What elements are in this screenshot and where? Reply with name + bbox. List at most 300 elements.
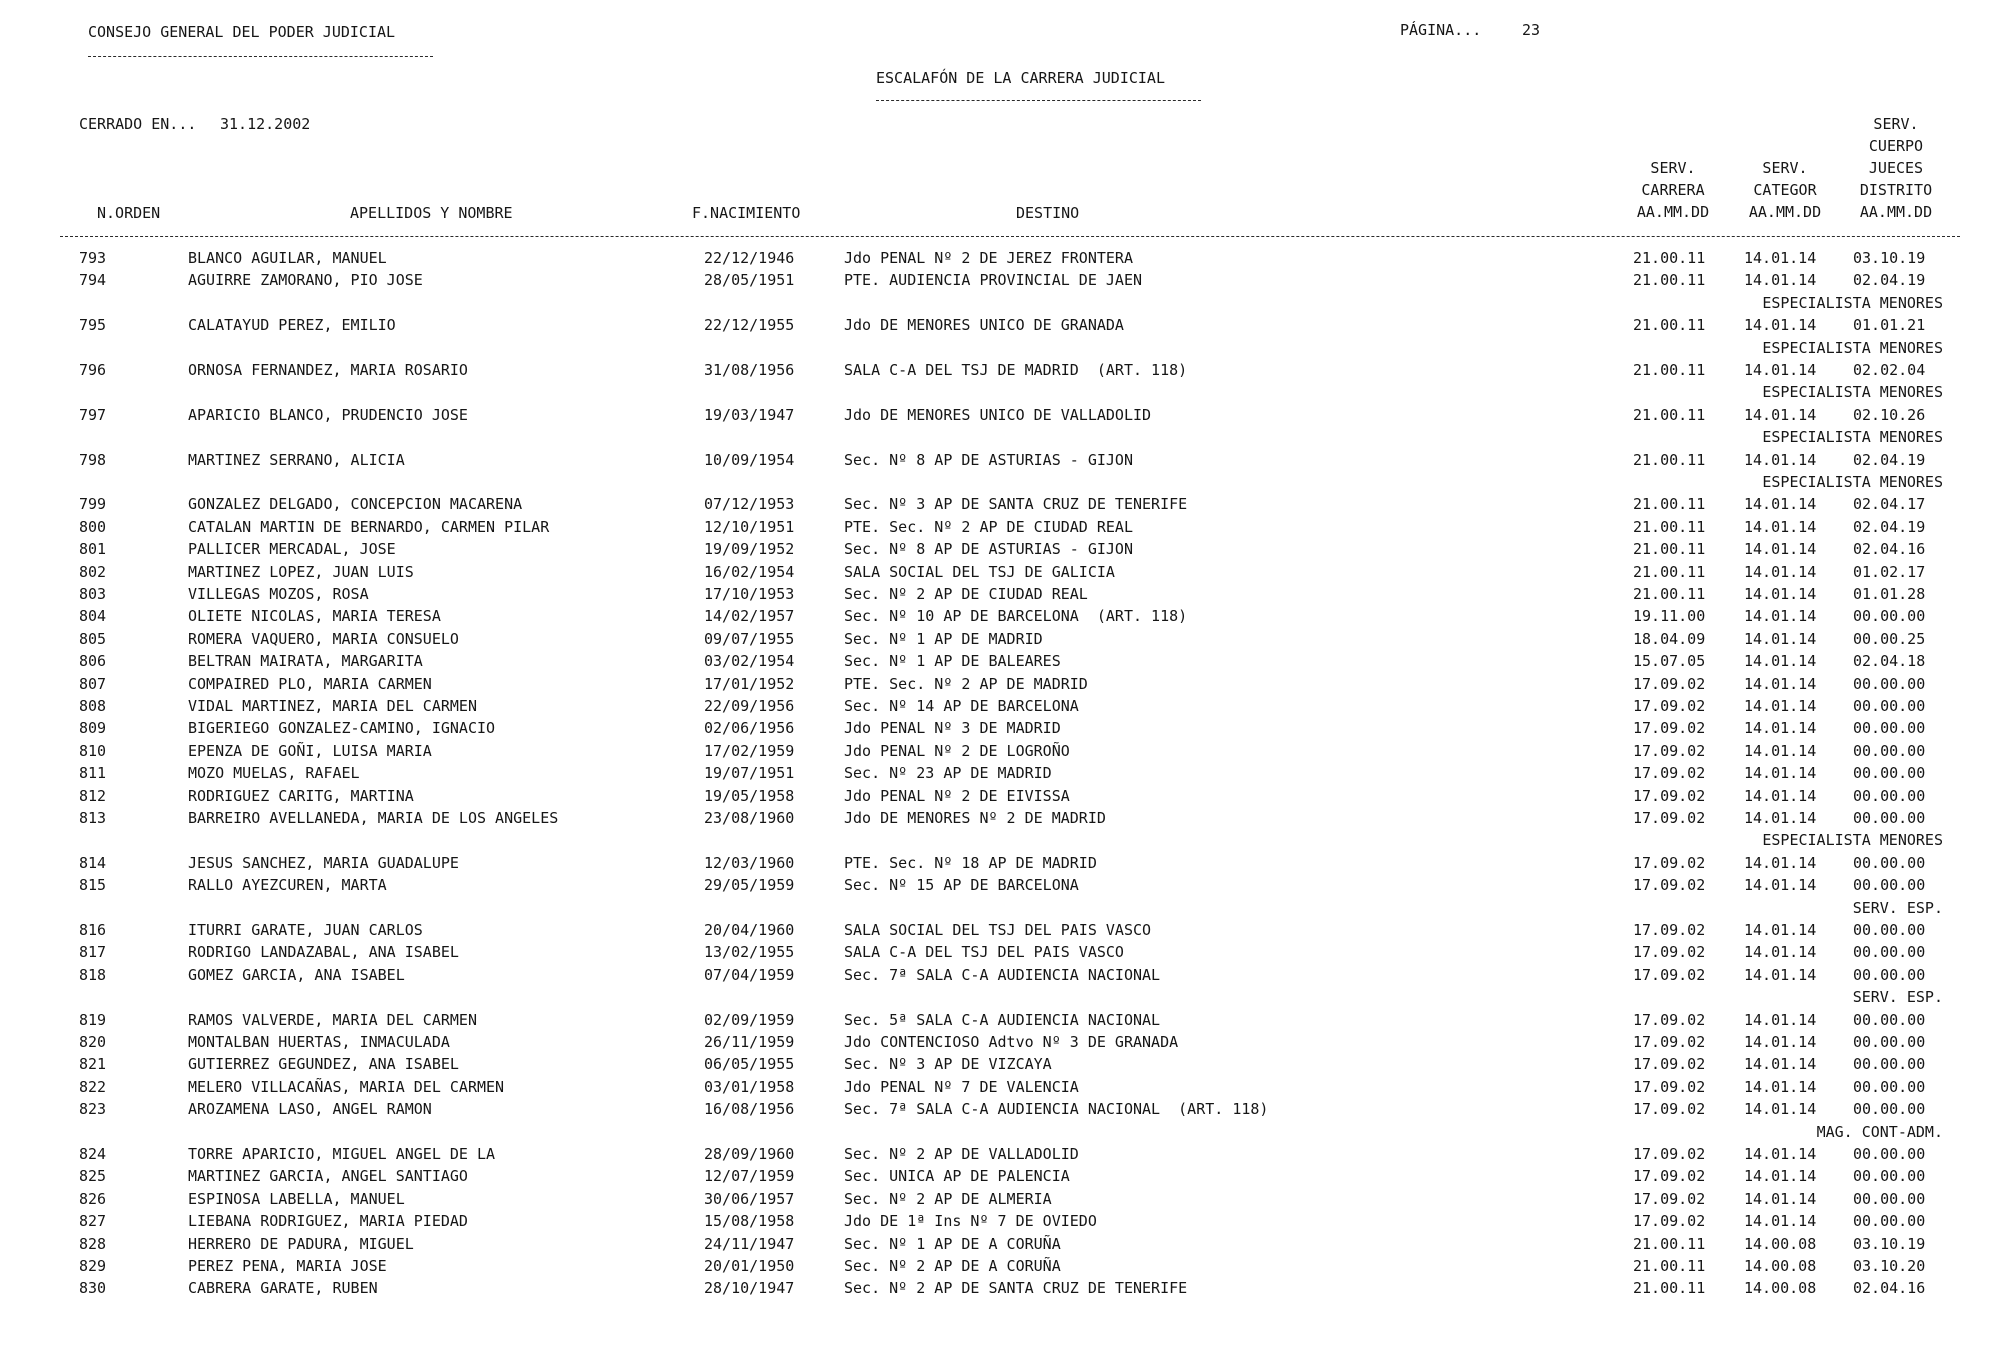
orden-cell: 818 [79, 966, 107, 984]
table-row [0, 583, 2000, 605]
orden-cell: 807 [79, 675, 107, 693]
name-cell: APARICIO BLANCO, PRUDENCIO JOSE [188, 406, 468, 424]
column-header-line: AA.MM.DD [1636, 203, 1710, 221]
name-cell: OLIETE NICOLAS, MARIA TERESA [188, 607, 441, 625]
organization-underline [88, 56, 433, 57]
serv-categor-cell: 14.01.14 [1744, 271, 1817, 289]
table-row [0, 1210, 2000, 1232]
column-header-line: CATEGOR [1753, 181, 1817, 199]
name-cell: LIEBANA RODRIGUEZ, MARIA PIEDAD [188, 1212, 468, 1230]
name-cell: COMPAIRED PLO, MARIA CARMEN [188, 675, 432, 693]
name-cell: CATALAN MARTIN DE BERNARDO, CARMEN PILAR [188, 518, 550, 536]
serv-cuerpo-cell: 00.00.00 [1853, 1033, 1926, 1051]
destino-cell: Sec. 7ª SALA C-A AUDIENCIA NACIONAL (ART. 118) [844, 1100, 1269, 1118]
birthdate-cell: 22/12/1955 [704, 316, 795, 334]
orden-cell: 795 [79, 316, 107, 334]
birthdate-cell: 12/03/1960 [704, 854, 795, 872]
column-header-line: SERV. [1650, 159, 1696, 177]
name-cell: ROMERA VAQUERO, MARIA CONSUELO [188, 630, 459, 648]
destino-cell: Sec. Nº 3 AP DE SANTA CRUZ DE TENERIFE [844, 495, 1188, 513]
serv-cuerpo-cell: 02.04.19 [1853, 271, 1926, 289]
destino-cell: Sec. Nº 14 AP DE BARCELONA [844, 697, 1079, 715]
serv-categor-cell: 14.01.14 [1744, 540, 1817, 558]
page-label: PÁGINA... [1400, 21, 1482, 39]
table-row [0, 1031, 2000, 1053]
serv-carrera-cell: 21.00.11 [1633, 540, 1706, 558]
orden-cell: 800 [79, 518, 107, 536]
serv-cuerpo-cell: 00.00.25 [1853, 630, 1926, 648]
serv-categor-cell: 14.01.14 [1744, 787, 1817, 805]
serv-categor-cell: 14.00.08 [1744, 1257, 1817, 1275]
destino-cell: Sec. Nº 3 AP DE VIZCAYA [844, 1055, 1052, 1073]
serv-categor-cell: 14.01.14 [1744, 921, 1817, 939]
table-row [0, 650, 2000, 672]
serv-carrera-cell: 21.00.11 [1633, 1279, 1706, 1297]
table-row [0, 1009, 2000, 1031]
destino-cell: Sec. 7ª SALA C-A AUDIENCIA NACIONAL [844, 966, 1161, 984]
destino-cell: Jdo DE MENORES UNICO DE VALLADOLID [844, 406, 1152, 424]
birthdate-cell: 19/05/1958 [704, 787, 795, 805]
serv-categor-cell: 14.01.14 [1744, 406, 1817, 424]
serv-carrera-cell: 17.09.02 [1633, 1100, 1706, 1118]
table-row [0, 605, 2000, 627]
serv-carrera-cell: 17.09.02 [1633, 1033, 1706, 1051]
destino-cell: Jdo DE MENORES UNICO DE GRANADA [844, 316, 1124, 334]
destino-cell: SALA C-A DEL TSJ DEL PAIS VASCO [844, 943, 1124, 961]
serv-cuerpo-cell: 00.00.00 [1853, 1055, 1926, 1073]
serv-cuerpo-cell: 02.10.26 [1853, 406, 1926, 424]
table-row [0, 449, 2000, 471]
serv-cuerpo-cell: 01.01.21 [1853, 316, 1926, 334]
destino-cell: PTE. Sec. Nº 2 AP DE CIUDAD REAL [844, 518, 1133, 536]
serv-carrera-cell: 17.09.02 [1633, 876, 1706, 894]
destino-cell: Sec. Nº 1 AP DE MADRID [844, 630, 1043, 648]
serv-carrera-cell: 17.09.02 [1633, 921, 1706, 939]
serv-cuerpo-cell: 02.04.16 [1853, 540, 1926, 558]
name-cell: ESPINOSA LABELLA, MANUEL [188, 1190, 405, 1208]
birthdate-cell: 02/06/1956 [704, 719, 795, 737]
name-cell: VIDAL MARTINEZ, MARIA DEL CARMEN [188, 697, 477, 715]
destino-cell: Sec. Nº 2 AP DE SANTA CRUZ DE TENERIFE [844, 1279, 1188, 1297]
orden-cell: 811 [79, 764, 107, 782]
name-cell: BARREIRO AVELLANEDA, MARIA DE LOS ANGELES [188, 809, 559, 827]
name-cell: MARTINEZ GARCIA, ANGEL SANTIAGO [188, 1167, 468, 1185]
orden-cell: 819 [79, 1011, 107, 1029]
orden-cell: 820 [79, 1033, 107, 1051]
serv-carrera-cell: 17.09.02 [1633, 675, 1706, 693]
name-cell: BLANCO AGUILAR, MANUEL [188, 249, 387, 267]
serv-carrera-cell: 19.11.00 [1633, 607, 1706, 625]
orden-cell: 804 [79, 607, 107, 625]
destino-cell: Sec. Nº 8 AP DE ASTURIAS - GIJON [844, 540, 1133, 558]
name-cell: RODRIGUEZ CARITG, MARTINA [188, 787, 414, 805]
serv-cuerpo-cell: 02.02.04 [1853, 361, 1926, 379]
table-row [0, 919, 2000, 941]
orden-cell: 794 [79, 271, 107, 289]
serv-categor-cell: 14.01.14 [1744, 1167, 1817, 1185]
destino-cell: SALA SOCIAL DEL TSJ DEL PAIS VASCO [844, 921, 1152, 939]
orden-cell: 797 [79, 406, 107, 424]
serv-categor-cell: 14.00.08 [1744, 1279, 1817, 1297]
table-row [0, 1143, 2000, 1165]
serv-cuerpo-cell: 00.00.00 [1853, 1145, 1926, 1163]
birthdate-cell: 30/06/1957 [704, 1190, 795, 1208]
orden-cell: 825 [79, 1167, 107, 1185]
serv-carrera-cell: 21.00.11 [1633, 316, 1706, 334]
serv-carrera-cell: 21.00.11 [1633, 563, 1706, 581]
destino-cell: PTE. Sec. Nº 2 AP DE MADRID [844, 675, 1088, 693]
birthdate-cell: 29/05/1959 [704, 876, 795, 894]
name-cell: HERRERO DE PADURA, MIGUEL [188, 1235, 414, 1253]
serv-categor-cell: 14.01.14 [1744, 316, 1817, 334]
orden-cell: 801 [79, 540, 107, 558]
row-note: ESPECIALISTA MENORES [1762, 294, 1943, 312]
serv-carrera-cell: 17.09.02 [1633, 1190, 1706, 1208]
serv-carrera-cell: 17.09.02 [1633, 719, 1706, 737]
birthdate-cell: 22/09/1956 [704, 697, 795, 715]
serv-cuerpo-cell: 00.00.00 [1853, 607, 1926, 625]
name-cell: ITURRI GARATE, JUAN CARLOS [188, 921, 423, 939]
table-row [0, 1188, 2000, 1210]
name-cell: MARTINEZ SERRANO, ALICIA [188, 451, 405, 469]
table-row [0, 1255, 2000, 1277]
destino-cell: Sec. Nº 2 AP DE A CORUÑA [844, 1257, 1061, 1275]
birthdate-cell: 28/05/1951 [704, 271, 795, 289]
serv-categor-cell: 14.01.14 [1744, 652, 1817, 670]
serv-carrera-cell: 17.09.02 [1633, 1011, 1706, 1029]
serv-carrera-cell: 21.00.11 [1633, 518, 1706, 536]
birthdate-cell: 17/01/1952 [704, 675, 795, 693]
table-row [0, 740, 2000, 762]
destino-cell: Jdo PENAL Nº 7 DE VALENCIA [844, 1078, 1079, 1096]
serv-cuerpo-cell: 00.00.00 [1853, 675, 1926, 693]
serv-carrera-cell: 17.09.02 [1633, 854, 1706, 872]
serv-carrera-cell: 18.04.09 [1633, 630, 1706, 648]
row-note: SERV. ESP. [1852, 988, 1943, 1006]
birthdate-cell: 17/02/1959 [704, 742, 795, 760]
birthdate-cell: 16/08/1956 [704, 1100, 795, 1118]
row-note: ESPECIALISTA MENORES [1762, 339, 1943, 357]
birthdate-cell: 15/08/1958 [704, 1212, 795, 1230]
orden-cell: 813 [79, 809, 107, 827]
serv-carrera-cell: 17.09.02 [1633, 764, 1706, 782]
column-header-line: SERV. [1873, 115, 1919, 133]
destino-cell: Sec. Nº 8 AP DE ASTURIAS - GIJON [844, 451, 1133, 469]
name-cell: EPENZA DE GOÑI, LUISA MARIA [188, 742, 432, 760]
table-row [0, 852, 2000, 874]
name-cell: ORNOSA FERNANDEZ, MARIA ROSARIO [188, 361, 468, 379]
table-row [0, 785, 2000, 807]
birthdate-cell: 28/09/1960 [704, 1145, 795, 1163]
table-row [0, 516, 2000, 538]
serv-cuerpo-cell: 00.00.00 [1853, 787, 1926, 805]
serv-categor-cell: 14.01.14 [1744, 854, 1817, 872]
birthdate-cell: 22/12/1946 [704, 249, 795, 267]
orden-cell: 816 [79, 921, 107, 939]
birthdate-cell: 03/01/1958 [704, 1078, 795, 1096]
table-row [0, 964, 2000, 986]
birthdate-cell: 24/11/1947 [704, 1235, 795, 1253]
serv-carrera-cell: 21.00.11 [1633, 361, 1706, 379]
birthdate-cell: 17/10/1953 [704, 585, 795, 603]
serv-categor-cell: 14.01.14 [1744, 361, 1817, 379]
destino-cell: Jdo PENAL Nº 2 DE LOGROÑO [844, 742, 1070, 760]
column-header-line: CARRERA [1641, 181, 1705, 199]
serv-cuerpo-cell: 02.04.16 [1853, 1279, 1926, 1297]
serv-cuerpo-cell: 01.01.28 [1853, 585, 1926, 603]
serv-carrera-cell: 17.09.02 [1633, 787, 1706, 805]
serv-categor-cell: 14.01.14 [1744, 630, 1817, 648]
table-row [0, 717, 2000, 739]
table-row [0, 269, 2000, 291]
serv-cuerpo-cell: 00.00.00 [1853, 697, 1926, 715]
serv-cuerpo-cell: 02.04.19 [1853, 518, 1926, 536]
name-cell: CABRERA GARATE, RUBEN [188, 1279, 378, 1297]
name-cell: TORRE APARICIO, MIGUEL ANGEL DE LA [188, 1145, 496, 1163]
destino-cell: PTE. Sec. Nº 18 AP DE MADRID [844, 854, 1097, 872]
serv-categor-cell: 14.01.14 [1744, 697, 1817, 715]
table-row [0, 1277, 2000, 1299]
birthdate-cell: 26/11/1959 [704, 1033, 795, 1051]
destino-cell: Sec. Nº 15 AP DE BARCELONA [844, 876, 1079, 894]
orden-cell: 812 [79, 787, 107, 805]
table-row [0, 807, 2000, 829]
name-cell: GONZALEZ DELGADO, CONCEPCION MACARENA [188, 495, 523, 513]
row-note: ESPECIALISTA MENORES [1762, 831, 1943, 849]
serv-cuerpo-cell: 00.00.00 [1853, 1011, 1926, 1029]
serv-carrera-cell: 21.00.11 [1633, 271, 1706, 289]
serv-cuerpo-cell: 00.00.00 [1853, 1212, 1926, 1230]
column-header-line: AA.MM.DD [1748, 203, 1822, 221]
serv-categor-cell: 14.01.14 [1744, 1033, 1817, 1051]
birthdate-cell: 10/09/1954 [704, 451, 795, 469]
name-cell: GUTIERREZ GEGUNDEZ, ANA ISABEL [188, 1055, 459, 1073]
row-note: ESPECIALISTA MENORES [1762, 428, 1943, 446]
name-cell: PEREZ PENA, MARIA JOSE [188, 1257, 387, 1275]
serv-categor-cell: 14.01.14 [1744, 1078, 1817, 1096]
birthdate-cell: 12/07/1959 [704, 1167, 795, 1185]
serv-categor-cell: 14.01.14 [1744, 451, 1817, 469]
serv-carrera-cell: 17.09.02 [1633, 1167, 1706, 1185]
serv-carrera-cell: 21.00.11 [1633, 585, 1706, 603]
closed-label: CERRADO EN... [79, 115, 197, 133]
serv-categor-cell: 14.01.14 [1744, 966, 1817, 984]
column-header-line: DISTRITO [1859, 181, 1933, 199]
destino-cell: Jdo PENAL Nº 2 DE JEREZ FRONTERA [844, 249, 1133, 267]
orden-cell: 826 [79, 1190, 107, 1208]
orden-cell: 799 [79, 495, 107, 513]
serv-categor-cell: 14.01.14 [1744, 719, 1817, 737]
name-cell: RALLO AYEZCUREN, MARTA [188, 876, 387, 894]
serv-carrera-cell: 21.00.11 [1633, 1235, 1706, 1253]
serv-categor-cell: 14.01.14 [1744, 943, 1817, 961]
orden-cell: 815 [79, 876, 107, 894]
orden-cell: 817 [79, 943, 107, 961]
serv-carrera-cell: 17.09.02 [1633, 697, 1706, 715]
birthdate-cell: 02/09/1959 [704, 1011, 795, 1029]
orden-cell: 824 [79, 1145, 107, 1163]
column-header-nacimiento: F.NACIMIENTO [692, 204, 801, 222]
destino-cell: Jdo PENAL Nº 3 DE MADRID [844, 719, 1061, 737]
serv-categor-cell: 14.01.14 [1744, 1100, 1817, 1118]
name-cell: AROZAMENA LASO, ANGEL RAMON [188, 1100, 432, 1118]
table-row [0, 1076, 2000, 1098]
orden-cell: 814 [79, 854, 107, 872]
orden-cell: 821 [79, 1055, 107, 1073]
destino-cell: Sec. Nº 10 AP DE BARCELONA (ART. 118) [844, 607, 1188, 625]
orden-cell: 803 [79, 585, 107, 603]
table-row [0, 673, 2000, 695]
birthdate-cell: 16/02/1954 [704, 563, 795, 581]
birthdate-cell: 20/04/1960 [704, 921, 795, 939]
destino-cell: SALA SOCIAL DEL TSJ DE GALICIA [844, 563, 1115, 581]
name-cell: MELERO VILLACAÑAS, MARIA DEL CARMEN [188, 1078, 505, 1096]
name-cell: RAMOS VALVERDE, MARIA DEL CARMEN [188, 1011, 477, 1029]
serv-categor-cell: 14.01.14 [1744, 1011, 1817, 1029]
table-row [0, 1053, 2000, 1075]
orden-cell: 805 [79, 630, 107, 648]
table-row [0, 695, 2000, 717]
serv-cuerpo-cell: 00.00.00 [1853, 1100, 1926, 1118]
table-row [0, 762, 2000, 784]
orden-cell: 830 [79, 1279, 107, 1297]
table-row [0, 1233, 2000, 1255]
birthdate-cell: 19/03/1947 [704, 406, 795, 424]
name-cell: MARTINEZ LOPEZ, JUAN LUIS [188, 563, 414, 581]
serv-categor-cell: 14.00.08 [1744, 1235, 1817, 1253]
name-cell: GOMEZ GARCIA, ANA ISABEL [188, 966, 405, 984]
serv-cuerpo-cell: 03.10.19 [1853, 249, 1926, 267]
name-cell: PALLICER MERCADAL, JOSE [188, 540, 396, 558]
row-note: ESPECIALISTA MENORES [1762, 473, 1943, 491]
table-row [0, 561, 2000, 583]
column-header-nombre: APELLIDOS Y NOMBRE [350, 204, 513, 222]
name-cell: AGUIRRE ZAMORANO, PIO JOSE [188, 271, 423, 289]
table-row [0, 493, 2000, 515]
serv-cuerpo-cell: 00.00.00 [1853, 921, 1926, 939]
column-header-destino: DESTINO [1016, 204, 1080, 222]
table-row [0, 1098, 2000, 1120]
serv-cuerpo-cell: 00.00.00 [1853, 876, 1926, 894]
serv-cuerpo-cell: 00.00.00 [1853, 943, 1926, 961]
serv-carrera-cell: 15.07.05 [1633, 652, 1706, 670]
name-cell: MOZO MUELAS, RAFAEL [188, 764, 360, 782]
orden-cell: 810 [79, 742, 107, 760]
orden-cell: 823 [79, 1100, 107, 1118]
name-cell: VILLEGAS MOZOS, ROSA [188, 585, 369, 603]
row-note: MAG. CONT-ADM. [1816, 1123, 1943, 1141]
destino-cell: Sec. 5ª SALA C-A AUDIENCIA NACIONAL [844, 1011, 1161, 1029]
orden-cell: 802 [79, 563, 107, 581]
serv-cuerpo-cell: 02.04.18 [1853, 652, 1926, 670]
row-note: ESPECIALISTA MENORES [1762, 383, 1943, 401]
name-cell: CALATAYUD PEREZ, EMILIO [188, 316, 396, 334]
orden-cell: 822 [79, 1078, 107, 1096]
destino-cell: Sec. Nº 2 AP DE VALLADOLID [844, 1145, 1079, 1163]
serv-categor-cell: 14.01.14 [1744, 809, 1817, 827]
destino-cell: Sec. Nº 2 AP DE CIUDAD REAL [844, 585, 1088, 603]
serv-categor-cell: 14.01.14 [1744, 1190, 1817, 1208]
birthdate-cell: 19/07/1951 [704, 764, 795, 782]
birthdate-cell: 14/02/1957 [704, 607, 795, 625]
title-underline [876, 100, 1201, 101]
serv-cuerpo-cell: 00.00.00 [1853, 809, 1926, 827]
table-row [0, 874, 2000, 896]
name-cell: BIGERIEGO GONZALEZ-CAMINO, IGNACIO [188, 719, 496, 737]
serv-cuerpo-cell: 00.00.00 [1853, 742, 1926, 760]
serv-cuerpo-cell: 03.10.19 [1853, 1235, 1926, 1253]
serv-cuerpo-cell: 00.00.00 [1853, 764, 1926, 782]
serv-carrera-cell: 17.09.02 [1633, 966, 1706, 984]
serv-carrera-cell: 17.09.02 [1633, 1145, 1706, 1163]
serv-categor-cell: 14.01.14 [1744, 675, 1817, 693]
name-cell: JESUS SANCHEZ, MARIA GUADALUPE [188, 854, 459, 872]
closed-date: 31.12.2002 [220, 115, 311, 133]
name-cell: MONTALBAN HUERTAS, INMACULADA [188, 1033, 450, 1051]
destino-cell: PTE. AUDIENCIA PROVINCIAL DE JAEN [844, 271, 1143, 289]
serv-carrera-cell: 17.09.02 [1633, 1055, 1706, 1073]
serv-carrera-cell: 17.09.02 [1633, 1212, 1706, 1230]
serv-cuerpo-cell: 02.04.19 [1853, 451, 1926, 469]
serv-cuerpo-cell: 00.00.00 [1853, 1190, 1926, 1208]
document-title: ESCALAFÓN DE LA CARRERA JUDICIAL [876, 69, 1165, 87]
orden-cell: 793 [79, 249, 107, 267]
column-header-line: CUERPO [1868, 137, 1924, 155]
serv-carrera-cell: 17.09.02 [1633, 742, 1706, 760]
name-cell: BELTRAN MAIRATA, MARGARITA [188, 652, 423, 670]
column-header-line: SERV. [1762, 159, 1808, 177]
destino-cell: Jdo DE MENORES Nº 2 DE MADRID [844, 809, 1106, 827]
orden-cell: 808 [79, 697, 107, 715]
serv-categor-cell: 14.01.14 [1744, 495, 1817, 513]
serv-carrera-cell: 21.00.11 [1633, 495, 1706, 513]
serv-categor-cell: 14.01.14 [1744, 742, 1817, 760]
serv-carrera-cell: 21.00.11 [1633, 1257, 1706, 1275]
serv-categor-cell: 14.01.14 [1744, 876, 1817, 894]
serv-categor-cell: 14.01.14 [1744, 518, 1817, 536]
orden-cell: 809 [79, 719, 107, 737]
header-separator [60, 236, 1960, 237]
serv-categor-cell: 14.01.14 [1744, 1145, 1817, 1163]
orden-cell: 828 [79, 1235, 107, 1253]
orden-cell: 798 [79, 451, 107, 469]
serv-carrera-cell: 17.09.02 [1633, 943, 1706, 961]
destino-cell: Jdo DE 1ª Ins Nº 7 DE OVIEDO [844, 1212, 1097, 1230]
destino-cell: Jdo CONTENCIOSO Adtvo Nº 3 DE GRANADA [844, 1033, 1179, 1051]
orden-cell: 796 [79, 361, 107, 379]
birthdate-cell: 13/02/1955 [704, 943, 795, 961]
serv-cuerpo-cell: 02.04.17 [1853, 495, 1926, 513]
serv-carrera-cell: 17.09.02 [1633, 1078, 1706, 1096]
serv-categor-cell: 14.01.14 [1744, 563, 1817, 581]
serv-categor-cell: 14.01.14 [1744, 607, 1817, 625]
serv-cuerpo-cell: 01.02.17 [1853, 563, 1926, 581]
serv-categor-cell: 14.01.14 [1744, 249, 1817, 267]
orden-cell: 827 [79, 1212, 107, 1230]
destino-cell: Sec. Nº 23 AP DE MADRID [844, 764, 1052, 782]
page-number: 23 [1522, 21, 1541, 39]
serv-cuerpo-cell: 00.00.00 [1853, 854, 1926, 872]
serv-cuerpo-cell: 00.00.00 [1853, 1078, 1926, 1096]
serv-carrera-cell: 21.00.11 [1633, 249, 1706, 267]
birthdate-cell: 07/04/1959 [704, 966, 795, 984]
orden-cell: 806 [79, 652, 107, 670]
table-row [0, 247, 2000, 269]
organization-name: CONSEJO GENERAL DEL PODER JUDICIAL [88, 23, 396, 41]
serv-categor-cell: 14.01.14 [1744, 585, 1817, 603]
serv-categor-cell: 14.01.14 [1744, 1055, 1817, 1073]
serv-cuerpo-cell: 03.10.20 [1853, 1257, 1926, 1275]
